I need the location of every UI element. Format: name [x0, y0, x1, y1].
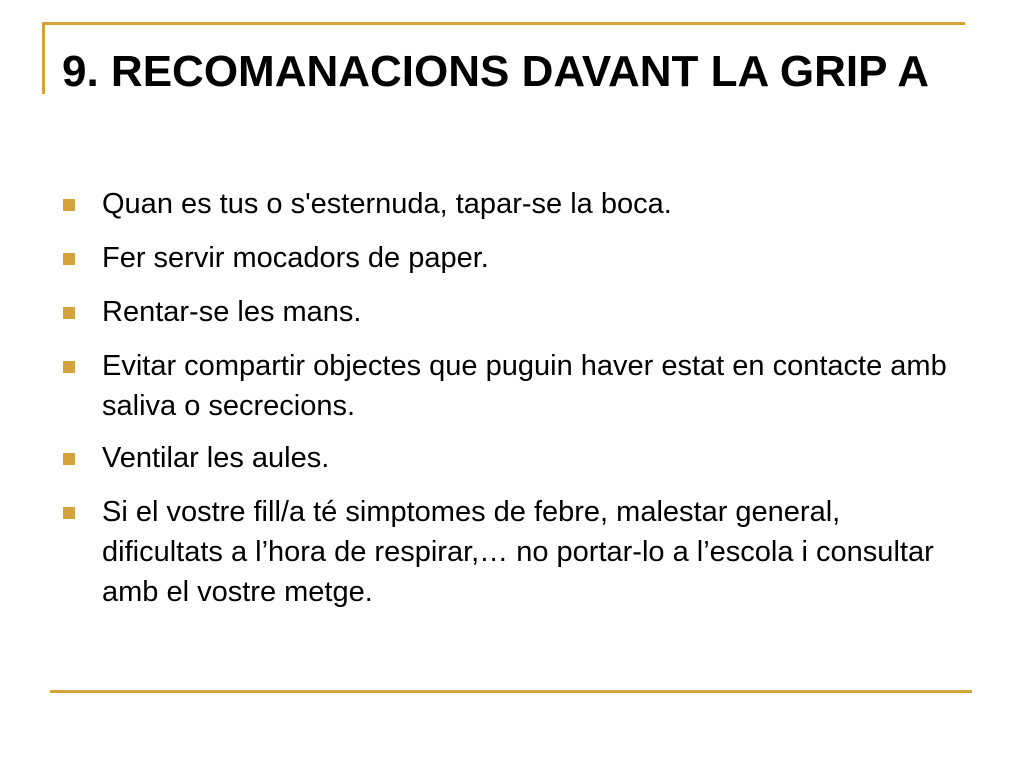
bullet-text: Rentar-se les mans.	[102, 296, 362, 328]
bullet-item	[62, 292, 962, 332]
square-bullet-icon	[63, 507, 75, 519]
square-bullet-icon	[63, 307, 75, 319]
left-accent-rule	[42, 22, 45, 94]
bullet-text: Quan es tus o s'esternuda, tapar-se la boca.	[102, 188, 672, 220]
bullet-item	[62, 238, 962, 278]
square-bullet-icon	[63, 253, 75, 265]
bullet-text: Evitar compartir objectes que puguin haver estat en contacte amb saliva o secrecions.	[102, 350, 947, 422]
bullet-list	[62, 184, 962, 624]
bullet-text: Ventilar les aules.	[102, 442, 330, 474]
square-bullet-icon	[63, 361, 75, 373]
bullet-text: Fer servir mocadors de paper.	[102, 242, 489, 274]
bullet-text: Si el vostre fill/a té simptomes de febre, malestar general, dificultats a l’hora de respirar,… no portar-lo a l’escola i consultar amb el vostre metge.	[102, 496, 934, 608]
square-bullet-icon	[63, 199, 75, 211]
bullet-item	[62, 492, 962, 612]
bottom-accent-rule	[50, 690, 972, 693]
bullet-item	[62, 184, 962, 224]
slide-title: 9. RECOMANACIONS DAVANT LA GRIP A	[62, 47, 930, 96]
square-bullet-icon	[63, 453, 75, 465]
bullet-item	[62, 438, 962, 478]
bullet-item	[62, 346, 962, 426]
top-accent-rule	[42, 22, 965, 25]
